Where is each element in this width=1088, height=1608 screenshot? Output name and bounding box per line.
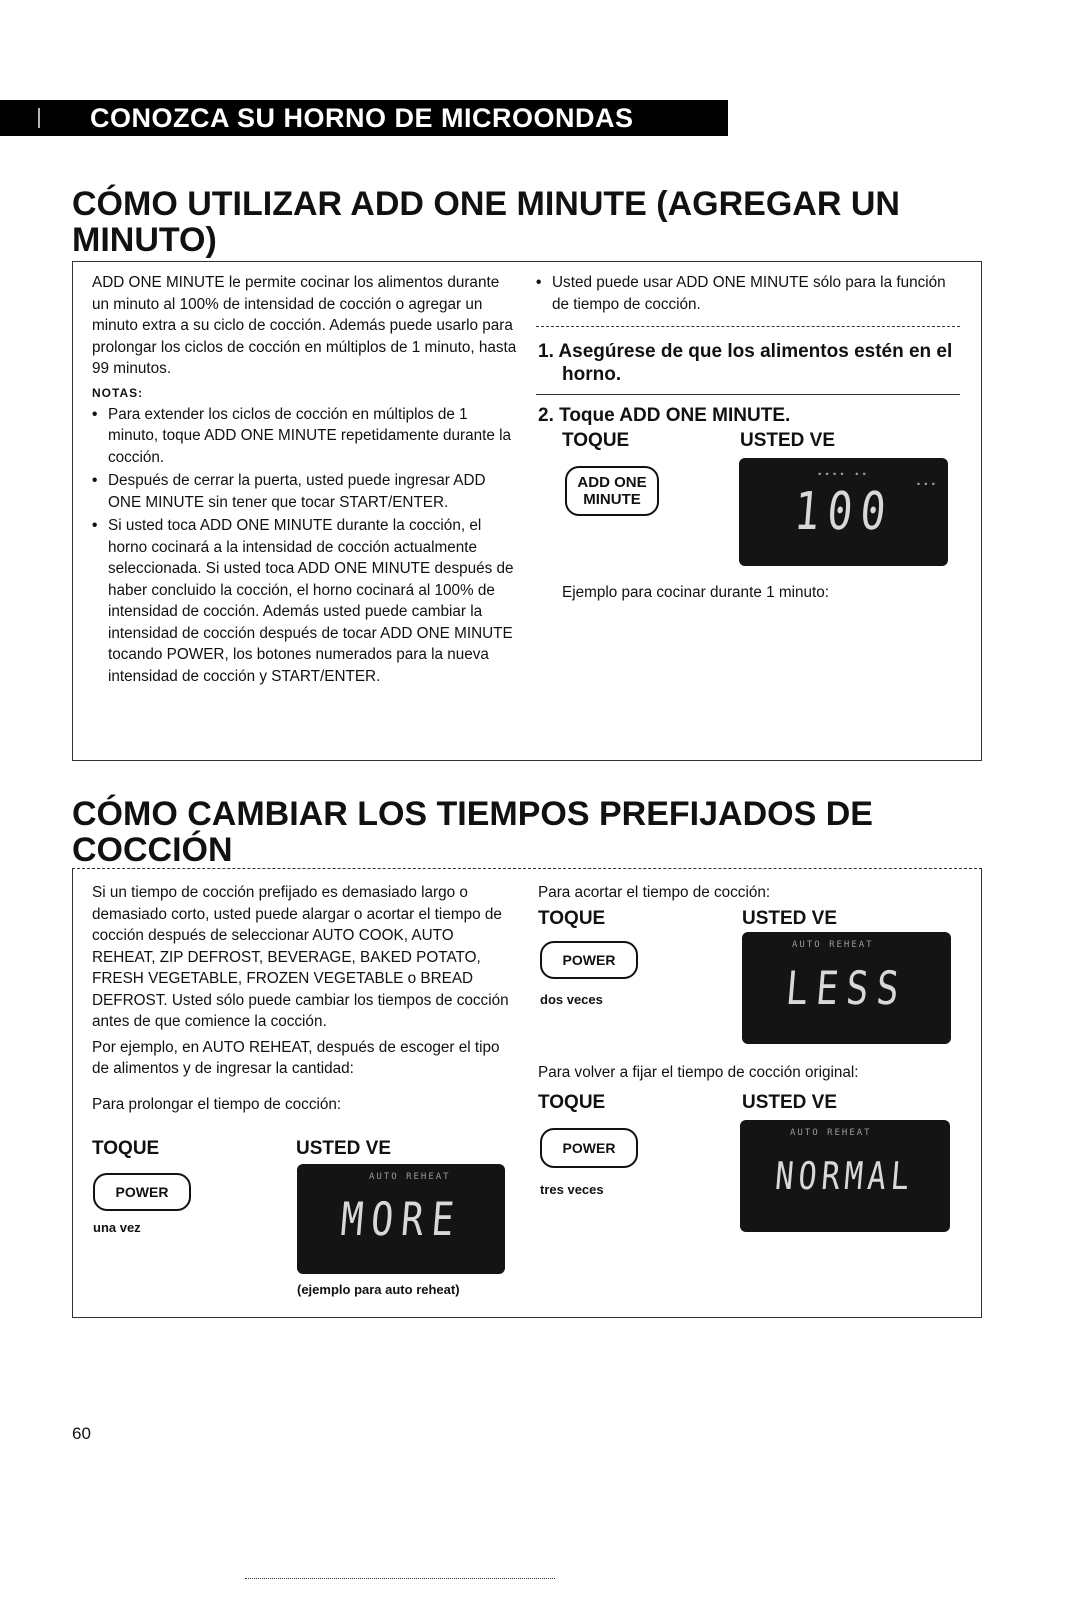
section2-intro: Si un tiempo de cocción prefijado es demasiado largo o demasiado corto, usted puede alargar o acortar el tiempo de cocción después de seleccionar AUTO COOK, AUTO REHEAT, ZIP DEFROST, BEVERAGE, BAKED POTATO, FRESH VEGETABLE, FROZEN VEGETABLE o BREAD DEFROST. Usted sólo puede cambiar los tiempos de cocción antes de que comience la cocción. bbox=[92, 884, 509, 1030]
touch-header: TOQUE bbox=[538, 908, 606, 929]
right-note: • Usted puede usar ADD ONE MINUTE sólo para la función de tiempo de cocción. bbox=[536, 272, 961, 315]
display-readout: 100 bbox=[791, 482, 896, 542]
step1: 1. Asegúrese de que los alimentos estén en el horno. bbox=[538, 341, 953, 385]
touch-header: TOQUE bbox=[562, 430, 630, 451]
banner-title: CONOZCA SU HORNO DE MICROONDAS bbox=[90, 103, 634, 133]
scan-artifact-line bbox=[245, 1578, 555, 1579]
section1-title-line2: MINUTO) bbox=[72, 221, 217, 259]
section1-intro: ADD ONE MINUTE le permite cocinar los alimentos durante un minuto al 100% de intensidad de cocción o agregar un minuto extra a su ciclo de cocción. Además puede usarlo para prolongar los ciclos de cocción en múltiplos de 1 minuto, hasta 99 minutos. bbox=[92, 274, 517, 377]
example-caption: Ejemplo para cocinar durante 1 minuto: bbox=[562, 584, 829, 601]
notes-label: NOTAS: bbox=[92, 385, 144, 400]
section1-title-line1: CÓMO UTILIZAR ADD ONE MINUTE (AGREGAR UN bbox=[72, 185, 900, 223]
power-button[interactable]: POWER bbox=[93, 1173, 191, 1211]
note-item: • Después de cerrar la puerta, usted puede ingresar ADD ONE MINUTE sin tener que tocar START/ENTER. bbox=[92, 470, 517, 513]
shorten-label: Para acortar el tiempo de cocción: bbox=[538, 884, 771, 901]
right-note-list bbox=[536, 272, 961, 315]
step2: 2. Toque ADD ONE MINUTE. bbox=[538, 405, 791, 426]
touch-header: TOQUE bbox=[538, 1092, 606, 1113]
display-readout: LESS bbox=[783, 961, 910, 1015]
banner-mark bbox=[38, 108, 40, 128]
section2-left-column bbox=[92, 882, 517, 1115]
display-readout: NORMAL bbox=[773, 1154, 917, 1198]
power-button[interactable]: POWER bbox=[540, 941, 638, 979]
oven-display-normal bbox=[740, 1120, 950, 1232]
section-banner bbox=[0, 100, 728, 136]
button-label-line1: ADD ONE bbox=[577, 474, 647, 491]
you-see-header: USTED VE bbox=[742, 1092, 838, 1113]
power-button[interactable]: POWER bbox=[540, 1128, 638, 1168]
you-see-header: USTED VE bbox=[740, 430, 836, 451]
press-count: tres veces bbox=[540, 1182, 604, 1197]
example-intro: Por ejemplo, en AUTO REHEAT, después de escoger el tipo de alimentos y de ingresar la cantidad: bbox=[92, 1038, 500, 1077]
add-one-minute-button[interactable] bbox=[565, 466, 659, 516]
notes-list bbox=[92, 404, 517, 688]
section1-left-column bbox=[92, 272, 517, 689]
section2-title-line1: CÓMO CAMBIAR LOS TIEMPOS PREFIJADOS DE bbox=[72, 795, 873, 833]
press-count: dos veces bbox=[540, 992, 603, 1007]
divider bbox=[536, 326, 960, 327]
section2-title-line2: COCCIÓN bbox=[72, 831, 233, 869]
display-indicator: AUTO REHEAT bbox=[792, 940, 874, 950]
oven-display-more bbox=[297, 1164, 505, 1274]
prolong-label: Para prolongar el tiempo de cocción: bbox=[92, 1095, 342, 1113]
section1-right-column bbox=[536, 272, 961, 317]
display-indicator: ∙∙∙∙ ∙∙ bbox=[817, 470, 869, 480]
display-indicator: AUTO REHEAT bbox=[790, 1128, 872, 1138]
oven-display bbox=[739, 458, 948, 566]
note-item: • Para extender los ciclos de cocción en múltiplos de 1 minuto, toque ADD ONE MINUTE repetidamente durante la cocción. bbox=[92, 404, 517, 469]
display-indicator: ∙∙∙ bbox=[915, 480, 938, 490]
divider bbox=[536, 394, 960, 395]
display-indicator: AUTO REHEAT bbox=[369, 1172, 451, 1182]
note-item: • Si usted toca ADD ONE MINUTE durante la cocción, el horno cocinará a la intensidad de cocción actualmente seleccionada. Si usted toca ADD ONE MINUTE después de haber concluido la cocción, el horno cocinará al 100% de intensidad de cocción. Además usted puede cambiar la intensidad de cocción después de tocar ADD ONE MINUTE tocando POWER, los botones numerados para la nueva intensidad de cocción y START/ENTER. bbox=[92, 515, 517, 687]
display-readout: MORE bbox=[338, 1192, 464, 1246]
oven-display-less bbox=[742, 932, 951, 1044]
reset-label: Para volver a fijar el tiempo de cocción original: bbox=[538, 1064, 859, 1081]
you-see-header: USTED VE bbox=[296, 1138, 392, 1159]
page-number: 60 bbox=[72, 1424, 91, 1443]
press-count: una vez bbox=[93, 1220, 141, 1235]
you-see-header: USTED VE bbox=[742, 908, 838, 929]
more-caption: (ejemplo para auto reheat) bbox=[297, 1282, 460, 1297]
button-label-line2: MINUTE bbox=[583, 491, 641, 508]
touch-header: TOQUE bbox=[92, 1138, 160, 1159]
